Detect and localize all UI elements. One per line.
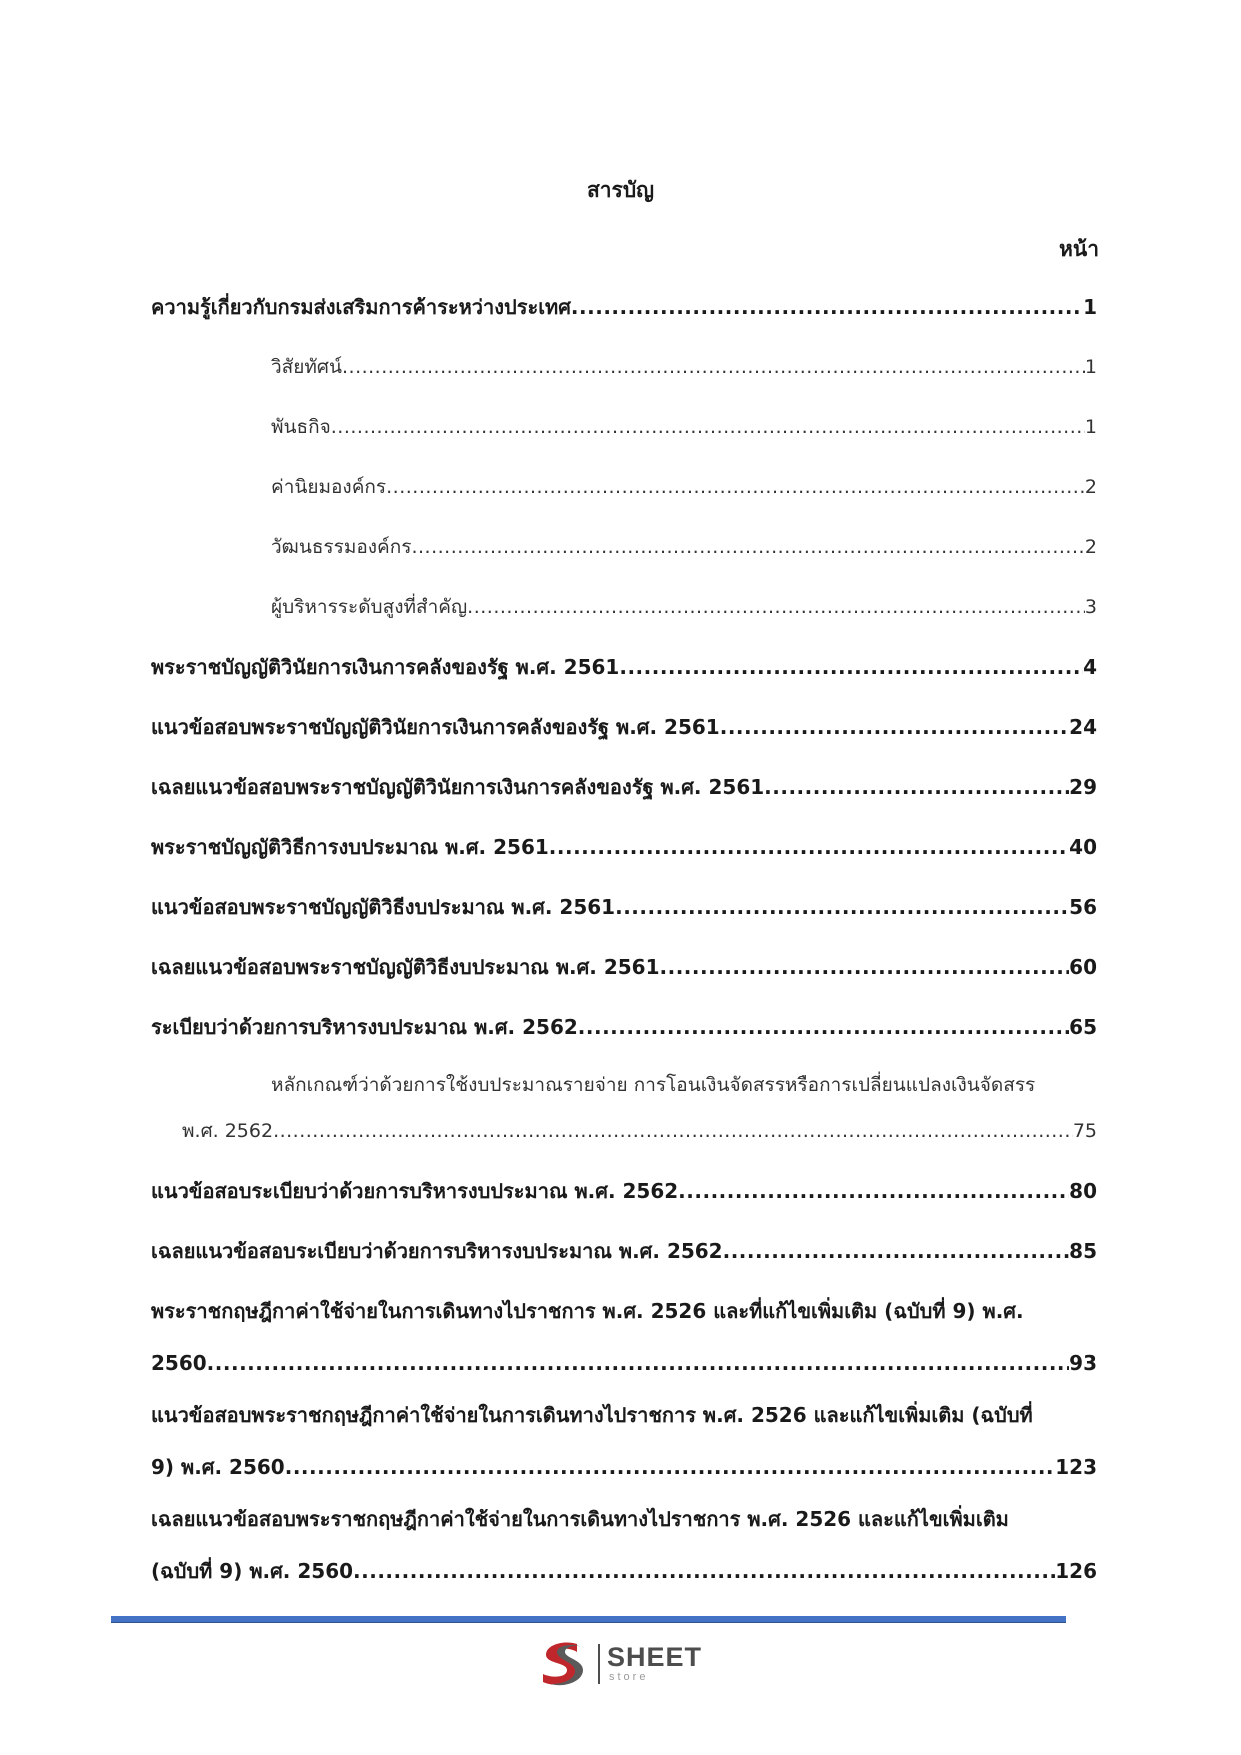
toc-entry-page: 29 [1069, 775, 1097, 799]
toc-entry-page: 40 [1069, 835, 1097, 859]
toc-entry[interactable] [151, 1012, 1097, 1042]
leader-dots [342, 352, 1085, 382]
toc-entry-text: ความรู้เกี่ยวกับกรมส่งเสริมการค้าระหว่างประเทศ [151, 295, 571, 319]
leader-dots [615, 892, 1069, 922]
toc-entry[interactable] [151, 1296, 1097, 1378]
leader-dots [571, 292, 1083, 322]
toc-entry-text: พระราชกฤษฎีกาค่าใช้จ่ายในการเดินทางไปราชการ พ.ศ. 2526 และที่แก้ไขเพิ่มเติม (ฉบับที่ 9) พ.ศ. [151, 1299, 1024, 1323]
toc-entry[interactable] [151, 712, 1097, 742]
page-column-label: หน้า [1059, 237, 1099, 261]
leader-dots [578, 1012, 1069, 1042]
toc-entry-page: 2 [1084, 476, 1097, 498]
sheet-store-logo [537, 1638, 707, 1690]
toc-entry[interactable] [151, 832, 1097, 862]
toc-entry-page: 60 [1069, 955, 1097, 979]
toc-entry-text: พ.ศ. 2562 [182, 1120, 274, 1142]
toc-entry[interactable] [151, 1400, 1097, 1482]
leader-dots [619, 652, 1083, 682]
toc-entry[interactable] [271, 352, 1097, 382]
toc-entry-page: 3 [1084, 596, 1097, 618]
toc-entry-text: แนวข้อสอบพระราชบัญญัติวิธีงบประมาณ พ.ศ. 2561 [151, 895, 616, 919]
toc-entry-text: เฉลยแนวข้อสอบพระราชบัญญัติวิธีงบประมาณ พ.ศ. 2561 [151, 955, 660, 979]
leader-dots [720, 712, 1069, 742]
toc-entry-text: พระราชบัญญัติวินัยการเงินการคลังของรัฐ พ.ศ. 2561 [151, 655, 620, 679]
toc-entry-text: เฉลยแนวข้อสอบระเบียบว่าด้วยการบริหารงบประมาณ พ.ศ. 2562 [151, 1239, 723, 1263]
toc-entry[interactable] [151, 1176, 1097, 1206]
toc-entry-text: วัฒนธรรมองค์กร [271, 536, 412, 558]
leader-dots [764, 772, 1069, 802]
toc-entry-page: 126 [1055, 1559, 1097, 1583]
toc-entry-text: 9) พ.ศ. 2560 [151, 1455, 285, 1479]
toc-entry-text: ระเบียบว่าด้วยการบริหารงบประมาณ พ.ศ. 2562 [151, 1015, 578, 1039]
toc-title: สารบัญ [586, 178, 655, 202]
toc-entry-text: เฉลยแนวข้อสอบพระราชบัญญัติวินัยการเงินการคลังของรัฐ พ.ศ. 2561 [151, 775, 765, 799]
logo-divider [598, 1644, 600, 1684]
toc-entry-page: 85 [1069, 1239, 1097, 1263]
toc-entry-continuation[interactable] [182, 1116, 1097, 1146]
toc-entry[interactable] [151, 772, 1097, 802]
toc-entry-text: เฉลยแนวข้อสอบพระราชกฤษฎีกาค่าใช้จ่ายในการเดินทางไปราชการ พ.ศ. 2526 และแก้ไขเพิ่มเติม [151, 1507, 1009, 1531]
toc-entry-text: แนวข้อสอบระเบียบว่าด้วยการบริหารงบประมาณ พ.ศ. 2562 [151, 1179, 679, 1203]
toc-entry-page: 80 [1069, 1179, 1097, 1203]
toc-entry-page: 75 [1072, 1120, 1097, 1142]
toc-entry-text: พระราชบัญญัติวิธีการงบประมาณ พ.ศ. 2561 [151, 835, 549, 859]
toc-entry-page: 2 [1084, 536, 1097, 558]
toc-entry[interactable] [151, 1504, 1097, 1586]
leader-dots [331, 412, 1085, 442]
toc-entry[interactable] [151, 892, 1097, 922]
leader-dots [207, 1348, 1069, 1378]
toc-entry[interactable] [271, 1070, 1097, 1100]
toc-entry[interactable] [151, 952, 1097, 982]
leader-dots [549, 832, 1069, 862]
toc-entry-page: 56 [1069, 895, 1097, 919]
toc-entry-text: ค่านิยมองค์กร [271, 476, 387, 498]
leader-dots [678, 1176, 1069, 1206]
logo-s-icon [537, 1638, 595, 1690]
toc-entry-text: วิสัยทัศน์ [271, 356, 342, 378]
toc-entry-page: 65 [1069, 1015, 1097, 1039]
leader-dots [386, 472, 1085, 502]
leader-dots [353, 1556, 1055, 1586]
leader-dots [411, 532, 1084, 562]
toc-entry-page: 24 [1069, 715, 1097, 739]
toc-entry[interactable] [271, 472, 1097, 502]
toc-entry[interactable] [271, 532, 1097, 562]
toc-entry-page: 4 [1083, 655, 1097, 679]
leader-dots [723, 1236, 1070, 1266]
toc-entry-text: 2560 [151, 1351, 207, 1375]
toc-entry-text: หลักเกณฑ์ว่าด้วยการใช้งบประมาณรายจ่าย การโอนเงินจัดสรรหรือการเปลี่ยนแปลงเงินจัดสรร [271, 1074, 1036, 1096]
toc-entry-text: แนวข้อสอบพระราชบัญญัติวินัยการเงินการคลังของรัฐ พ.ศ. 2561 [151, 715, 720, 739]
toc-entry[interactable] [271, 592, 1097, 622]
toc-entry-text: พันธกิจ [271, 416, 331, 438]
leader-dots [273, 1116, 1073, 1146]
toc-entry-text: (ฉบับที่ 9) พ.ศ. 2560 [151, 1559, 354, 1583]
toc-entry-page: 1 [1084, 416, 1097, 438]
toc-entry-text: ผู้บริหารระดับสูงที่สำคัญ [271, 596, 468, 618]
toc-entry-page: 93 [1069, 1351, 1097, 1375]
toc-entry-text: แนวข้อสอบพระราชกฤษฎีกาค่าใช้จ่ายในการเดินทางไปราชการ พ.ศ. 2526 และแก้ไขเพิ่มเติม (ฉบับที่ [151, 1403, 1033, 1427]
toc-entry-page: 123 [1055, 1455, 1097, 1479]
toc-entry[interactable] [151, 292, 1097, 322]
toc-entry[interactable] [151, 652, 1097, 682]
toc-entry-page: 1 [1083, 295, 1097, 319]
logo-wordmark: SHEET [607, 1642, 703, 1672]
toc-entry-page: 1 [1084, 356, 1097, 378]
toc-entry[interactable] [151, 1236, 1097, 1266]
leader-dots [285, 1452, 1056, 1482]
footer-rule [111, 1616, 1066, 1623]
logo-subtext: store [609, 1671, 649, 1683]
leader-dots [467, 592, 1085, 622]
toc-entry[interactable] [271, 412, 1097, 442]
leader-dots [660, 952, 1070, 982]
